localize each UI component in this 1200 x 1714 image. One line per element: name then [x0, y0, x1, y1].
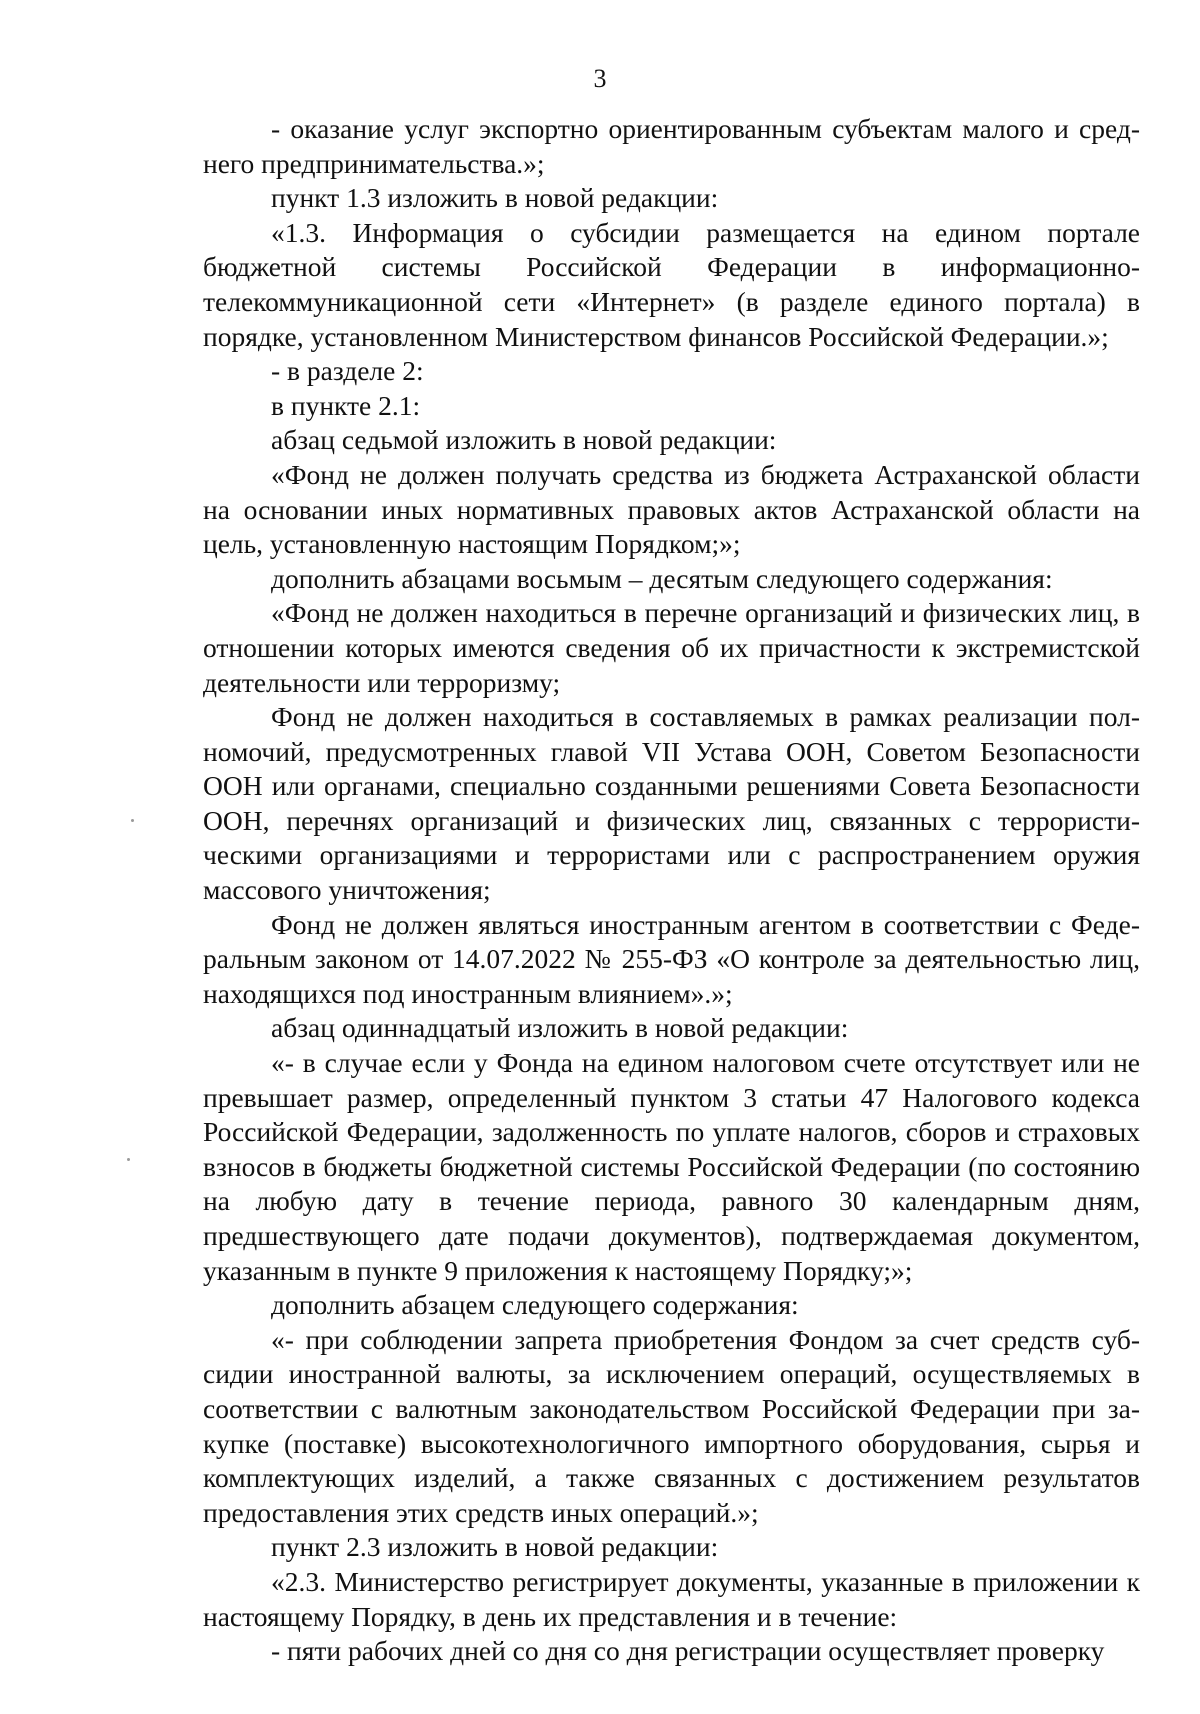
paragraph-2: пункт 1.3 изложить в новой редакции:: [271, 182, 719, 214]
paragraph-9: «Фонд не должен находиться в перечне организаций и физических лиц, в отношении которых имеются сведения об их причастности к экстремистской деятельности или терроризму;: [203, 597, 1140, 698]
paragraph-6: абзац седьмой изложить в новой редакции:: [271, 424, 777, 456]
scan-artifact-dot: [127, 1158, 130, 1161]
page-number: 3: [593, 64, 607, 93]
paragraph-14: дополнить абзацем следующего содержания:: [271, 1289, 799, 1321]
paragraph-5: в пункте 2.1:: [271, 389, 421, 421]
paragraph-3: «1.3. Информация о субсидии размещается на едином портале бюджетной системы Российской Федерации в информационно-телекоммуникационной сети «Интернет» (в разделе единого портала) в порядке, установленном Министерством финансов Российской Федерации.»;: [203, 216, 1140, 352]
paragraph-17: «2.3. Министерство регистрирует документы, указанные в приложении к настоящему Порядку, в день их представления и в течение:: [203, 1565, 1140, 1632]
paragraph-7: «Фонд не должен получать средства из бюджета Астраханской области на основании иных нормативных правовых актов Астраханской области на цель, установленную настоящим Порядком;»;: [203, 458, 1140, 560]
paragraph-1: - оказание услуг экспортно ориентированным субъектам малого и среднего предпринимательства.»;: [203, 113, 1140, 179]
paragraph-12: абзац одиннадцатый изложить в новой редакции:: [271, 1012, 849, 1044]
document-body: [203, 112, 1140, 1669]
paragraph-11: Фонд не должен являться иностранным агентом в соответствии с Федеральным законом от 14.07.2022 № 255-ФЗ «О контроле за деятельностью лиц, находящихся под иностранным влиянием».»;: [203, 908, 1140, 1009]
scan-artifact-dot: [131, 819, 134, 822]
paragraph-10: Фонд не должен находиться в составляемых в рамках реализации полномочий, предусмотренных главой VII Устава ООН, Советом Безопасности ООН или органами, специально созданными решениями Совета Безопасности ООН, перечнях организаций и физических лиц, связанных с террористическими организациями и террористами или с распространением оружия массового уничтожения;: [203, 701, 1140, 906]
paragraph-18: - пяти рабочих дней со дня со дня регистрации осуществляет проверку: [271, 1635, 1105, 1667]
paragraph-8: дополнить абзацами восьмым – десятым следующего содержания:: [271, 562, 1053, 594]
paragraph-16: пункт 2.3 изложить в новой редакции:: [271, 1531, 719, 1563]
paragraph-13: «- в случае если у Фонда на едином налоговом счете отсутствует или не превышает размер, определенный пунктом 3 статьи 47 Налогового кодекса Российской Федерации, задолженность по уплате налогов, сборов и страховых взносов в бюджеты бюджетной системы Российской Федерации (по состоянию на любую дату в течение периода, равного 30 календарным дням, предшествующего дате подачи документов), подтверждаемая документом, указанным в пункте 9 приложения к настоящему Порядку;»;: [203, 1047, 1140, 1286]
paragraph-15: «- при соблюдении запрета приобретения Фондом за счет средств субсидии иностранной валюты, за исключением операций, осуществляемых в соответствии с валютным законодательством Российской Федерации при закупке (поставке) высокотехнологичного импортного оборудования, сырья и комплектующих изделий, а также связанных с достижением результатов предоставления этих средств иных операций.»;: [203, 1323, 1140, 1528]
paragraph-4: - в разделе 2:: [271, 355, 424, 387]
